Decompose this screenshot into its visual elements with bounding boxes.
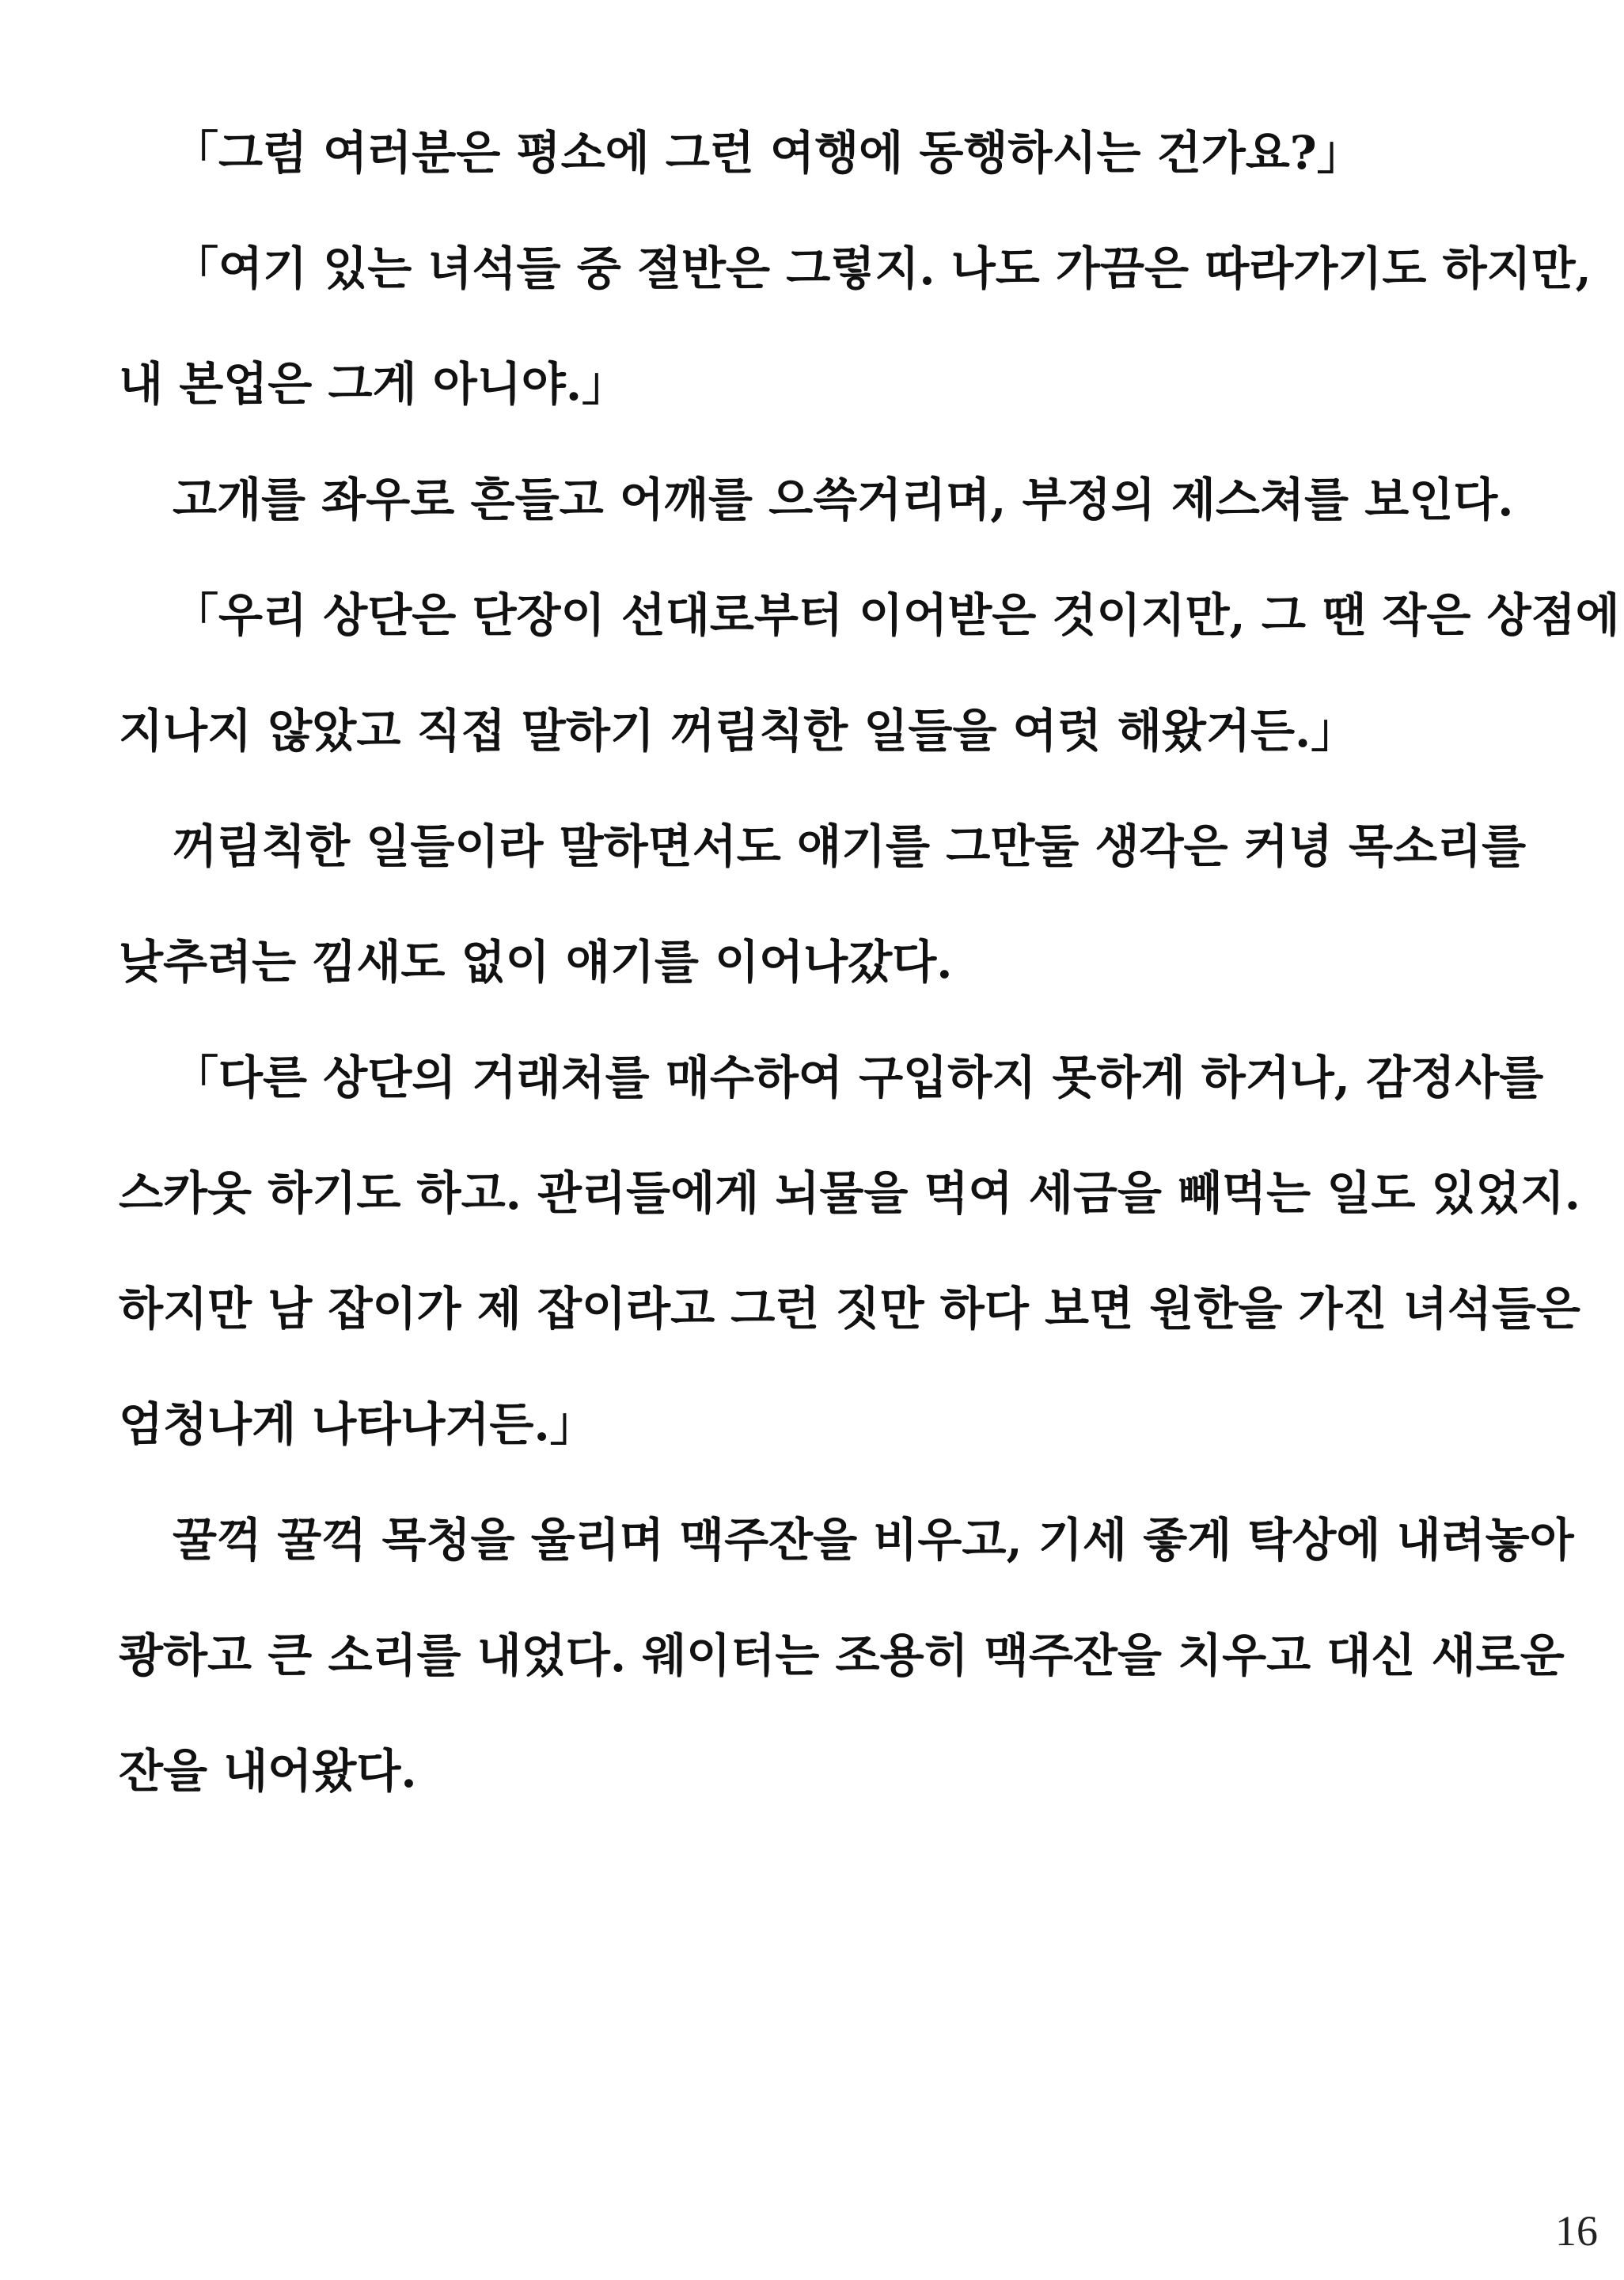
text-line: 잔을 내어왔다. [119, 1744, 417, 1798]
text-line: 낮추려는 낌새도 없이 얘기를 이어나갔다. [119, 935, 953, 989]
text-line: 「여기 있는 녀석들 중 절반은 그렇지. 나도 가끔은 따라가기도 하지만, [173, 241, 1592, 295]
text-line: 「그럼 여러분은 평소에 그런 여행에 동행하시는 건가요?」 [173, 126, 1363, 180]
text-line: 고개를 좌우로 흔들고 어깨를 으쓱거리며, 부정의 제스쳐를 보인다. [173, 473, 1514, 526]
text-line: 엄청나게 나타나거든.」 [119, 1397, 596, 1451]
text-line: 「다른 상단의 거래처를 매수하여 구입하지 못하게 하거나, 감정사를 [173, 1051, 1544, 1104]
text-line: 스카웃 하기도 하고. 관리들에게 뇌물을 먹여 세금을 빼먹는 일도 있었지. [119, 1166, 1580, 1220]
text-line: 하지만 남 잡이가 제 잡이라고 그런 짓만 하다 보면 원한을 가진 녀석들은 [119, 1282, 1580, 1336]
text-line: 꺼림칙한 일들이라 말하면서도 얘기를 그만둘 생각은 커녕 목소리를 [173, 819, 1527, 873]
text-line: 「우리 상단은 단장이 선대로부터 이어받은 것이지만, 그 땐 작은 상점에 [173, 588, 1620, 642]
text-line: 지나지 않았고 직접 말하기 꺼림칙한 일들을 여럿 해왔거든.」 [119, 704, 1357, 758]
text-line: 꿀꺽 꿀꺽 목청을 울리며 맥주잔을 비우고, 기세 좋게 탁상에 내려놓아 [173, 1513, 1574, 1567]
text-line: 내 본업은 그게 아니야.」 [119, 357, 628, 411]
page-number: 16 [1555, 2207, 1598, 2255]
text-line: 쾅하고 큰 소리를 내었다. 웨이터는 조용히 맥주잔을 치우고 대신 새로운 [119, 1628, 1565, 1682]
